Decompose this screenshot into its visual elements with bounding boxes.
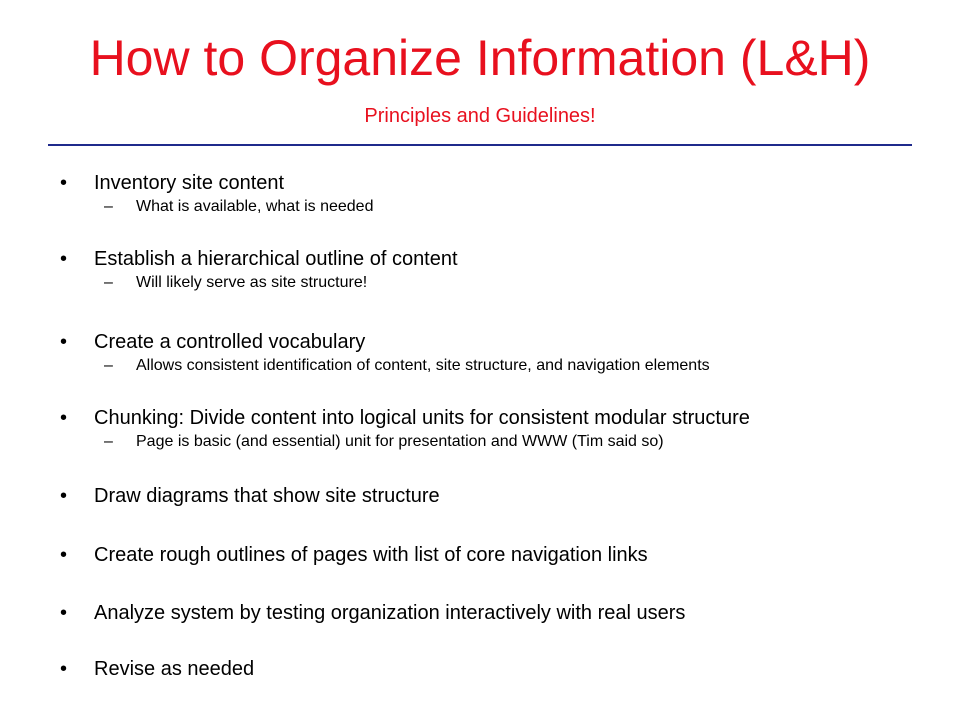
bullet-item xyxy=(60,600,940,626)
bullet-item xyxy=(60,542,940,568)
bullet-icon: • xyxy=(60,544,68,566)
bullet-item xyxy=(60,246,940,294)
bullet-icon: • xyxy=(60,485,68,507)
bullet-item xyxy=(60,329,940,377)
slide-subtitle: Principles and Guidelines! xyxy=(364,105,596,127)
bullet-text: Create rough outlines of pages with list of core navigation links xyxy=(94,544,648,566)
dash-icon: – xyxy=(104,198,113,215)
slide-title: How to Organize Information (L&H) xyxy=(89,30,871,86)
bullet-icon: • xyxy=(60,658,68,680)
bullet-text: Revise as needed xyxy=(94,658,255,680)
bullet-icon: • xyxy=(60,602,68,624)
bullet-item xyxy=(60,170,940,218)
title-divider xyxy=(48,144,912,146)
bullet-text: Inventory site content xyxy=(94,172,285,194)
bullet-item xyxy=(60,405,940,453)
bullet-text: Create a controlled vocabulary xyxy=(94,331,366,353)
bullet-icon: • xyxy=(60,172,68,194)
sub-bullet-text: Allows consistent identification of content, site structure, and navigation elements xyxy=(136,357,710,374)
bullet-item xyxy=(60,656,940,682)
bullet-text: Analyze system by testing organization interactively with real users xyxy=(94,602,686,624)
dash-icon: – xyxy=(104,357,113,374)
sub-bullet-text: What is available, what is needed xyxy=(136,198,374,215)
dash-icon: – xyxy=(104,433,113,450)
bullet-icon: • xyxy=(60,407,68,429)
bullet-text: Establish a hierarchical outline of content xyxy=(94,248,458,270)
sub-bullet-text: Page is basic (and essential) unit for presentation and WWW (Tim said so) xyxy=(136,433,664,450)
bullet-text: Draw diagrams that show site structure xyxy=(94,485,440,507)
sub-bullet-text: Will likely serve as site structure! xyxy=(136,274,368,291)
bullet-item xyxy=(60,483,940,509)
dash-icon: – xyxy=(104,274,113,291)
bullet-icon: • xyxy=(60,331,68,353)
bullet-text: Chunking: Divide content into logical units for consistent modular structure xyxy=(94,407,750,429)
bullet-icon: • xyxy=(60,248,68,270)
